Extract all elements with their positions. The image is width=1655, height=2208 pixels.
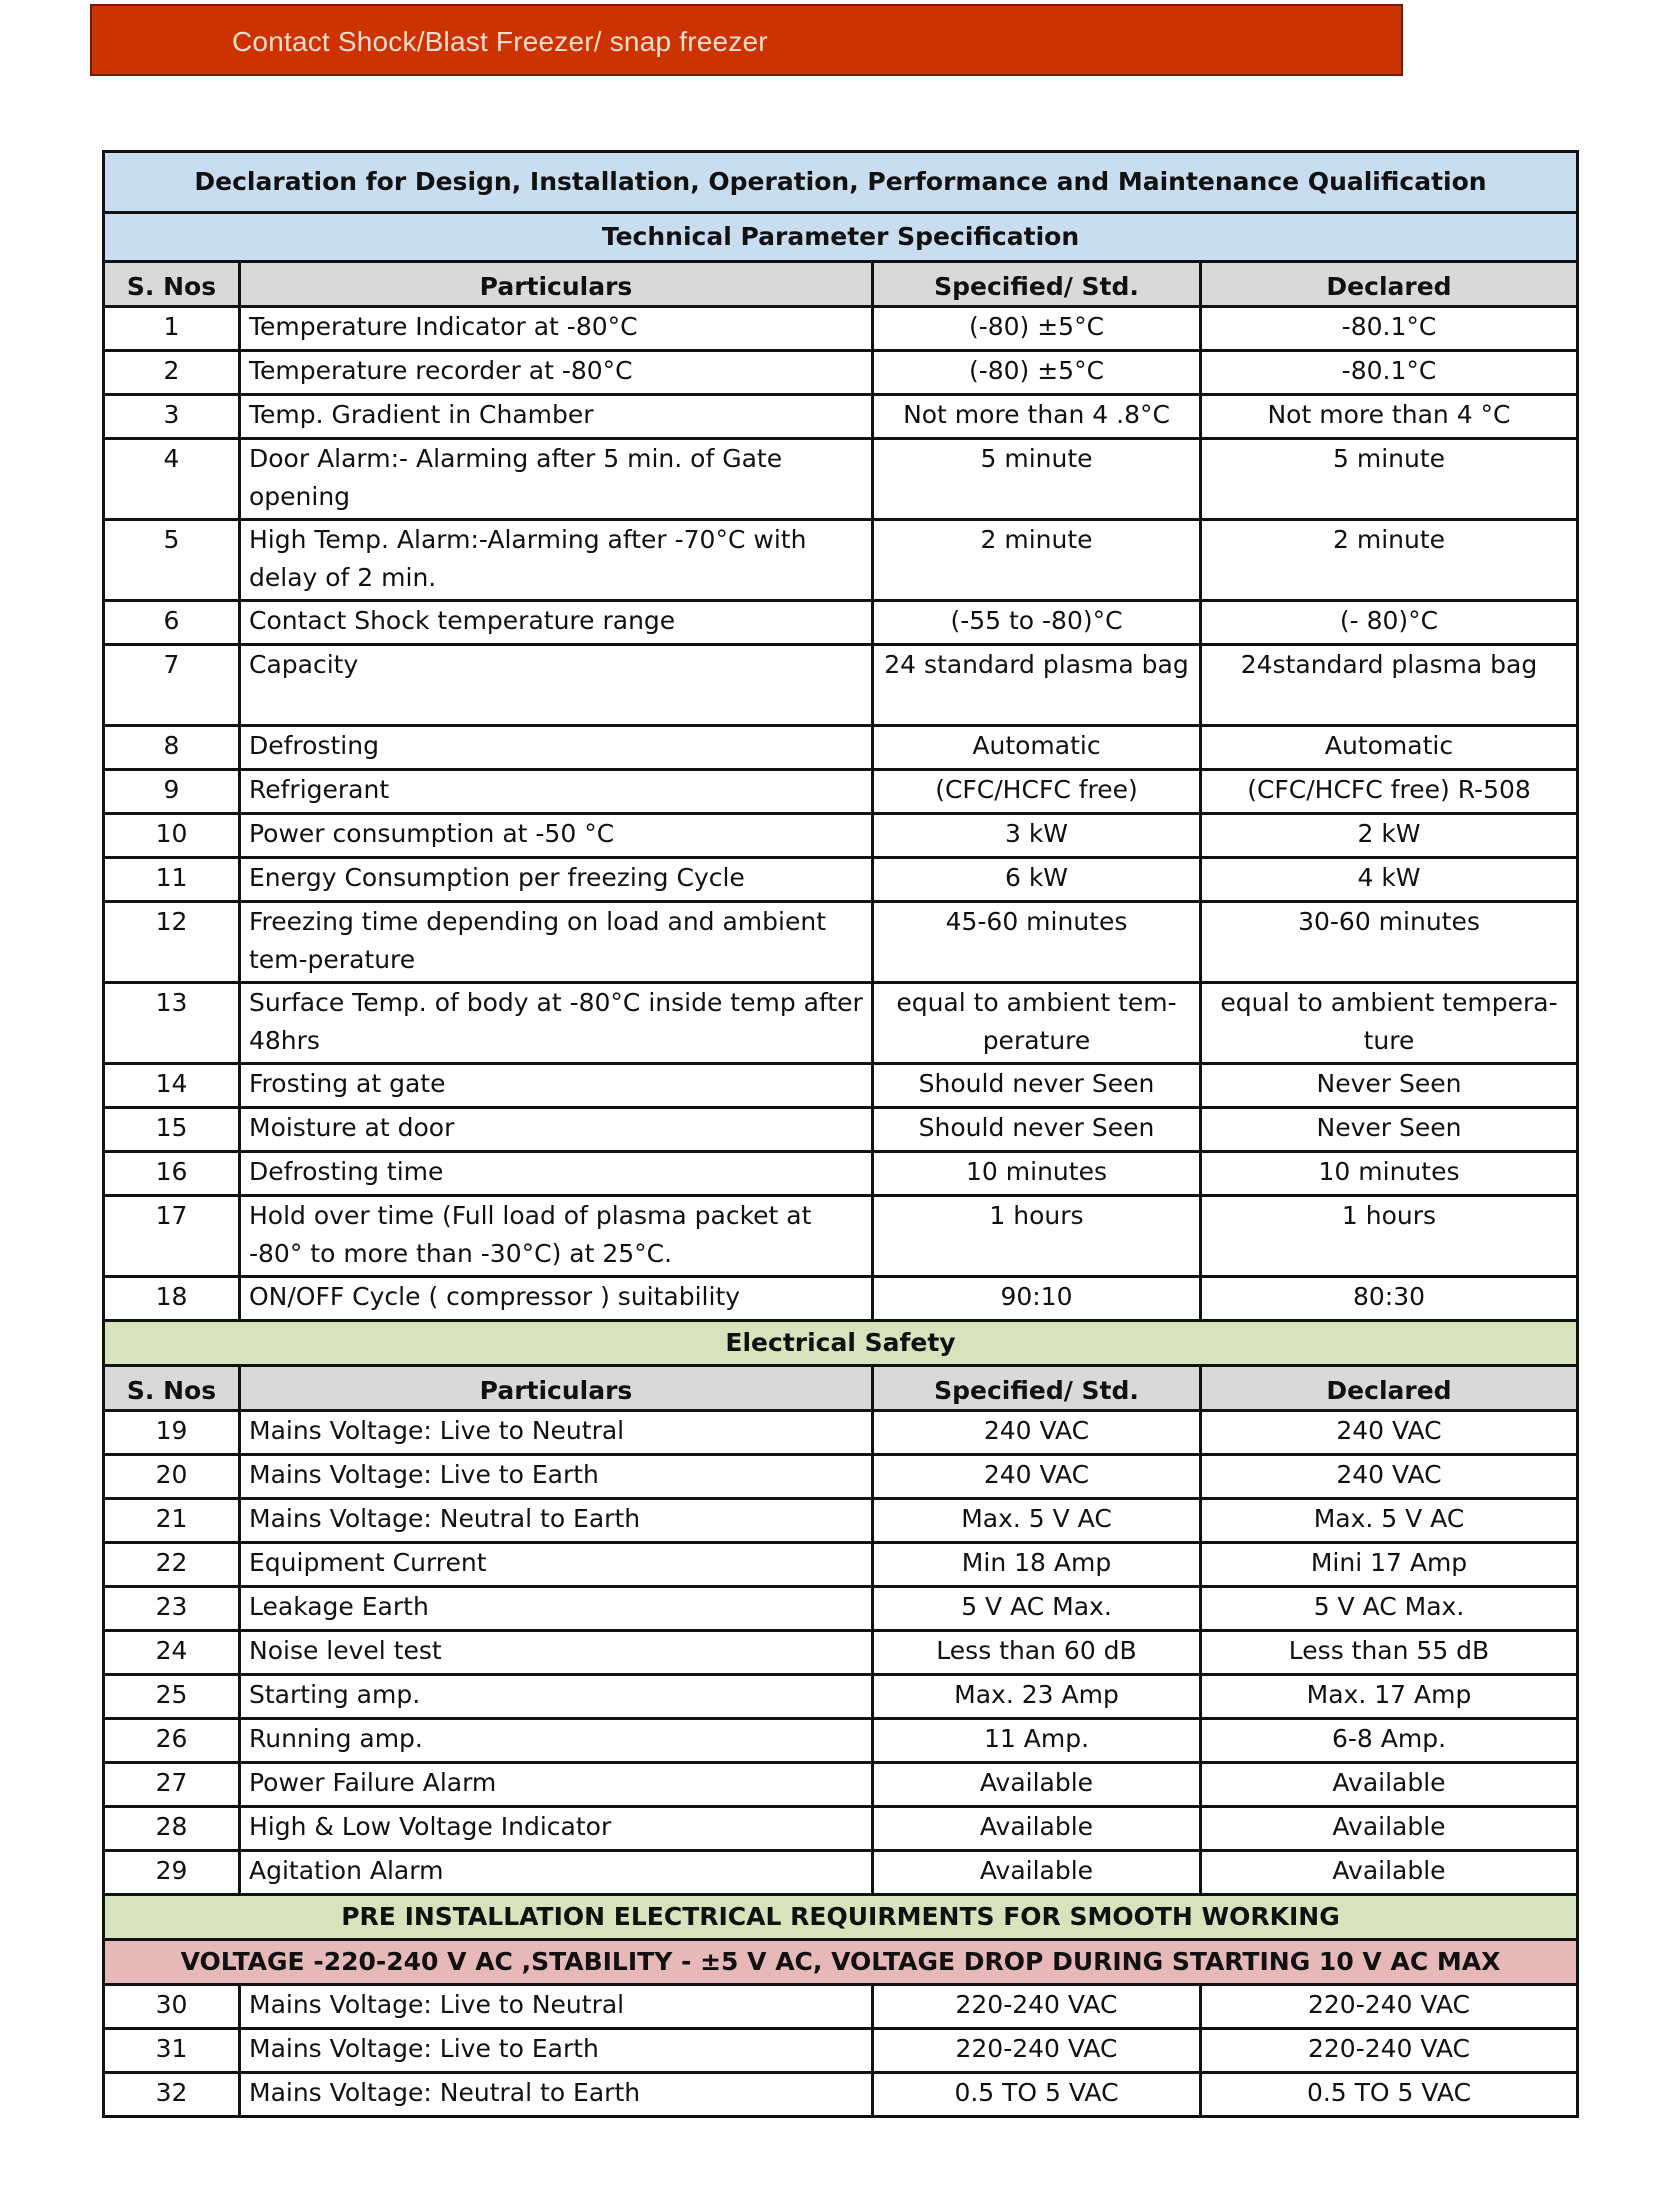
cell-particulars: Power consumption at -50 °C: [240, 814, 873, 858]
cell-sn: 32: [104, 2073, 240, 2117]
cell-particulars: Starting amp.: [240, 1675, 873, 1719]
cell-specified: (-80) ±5°C: [873, 351, 1201, 395]
section-header-row: [104, 213, 1578, 262]
table-row: [104, 1763, 1578, 1807]
cell-specified: 2 minute: [873, 520, 1201, 601]
cell-declared: Never Seen: [1201, 1064, 1578, 1108]
cell-particulars: Temp. Gradient in Chamber: [240, 395, 873, 439]
table-row: [104, 2073, 1578, 2117]
cell-declared: 220-240 VAC: [1201, 1985, 1578, 2029]
section-voltage-requirements: VOLTAGE -220-240 V AC ,STABILITY - ±5 V AC, VOLTAGE DROP DURING STARTING 10 V AC MAX: [104, 1940, 1578, 1985]
specification-table: [102, 150, 1579, 2118]
cell-sn: 5: [104, 520, 240, 601]
cell-particulars: Noise level test: [240, 1631, 873, 1675]
cell-sn: 18: [104, 1277, 240, 1321]
cell-particulars: Mains Voltage: Neutral to Earth: [240, 1499, 873, 1543]
cell-specified: (CFC/HCFC free): [873, 770, 1201, 814]
cell-declared: Never Seen: [1201, 1108, 1578, 1152]
table-row: [104, 1499, 1578, 1543]
cell-specified: equal to ambient tem-perature: [873, 983, 1201, 1064]
cell-sn: 17: [104, 1196, 240, 1277]
cell-declared: Not more than 4 °C: [1201, 395, 1578, 439]
header-declared: Declared: [1201, 262, 1578, 307]
cell-sn: 6: [104, 601, 240, 645]
cell-sn: 27: [104, 1763, 240, 1807]
header-sn: S. Nos: [104, 1366, 240, 1411]
table-row: [104, 1719, 1578, 1763]
cell-sn: 12: [104, 902, 240, 983]
table-row: [104, 1807, 1578, 1851]
cell-particulars: Agitation Alarm: [240, 1851, 873, 1895]
cell-declared: (CFC/HCFC free) R-508: [1201, 770, 1578, 814]
cell-sn: 31: [104, 2029, 240, 2073]
section-technical-parameters: Technical Parameter Specification: [104, 213, 1578, 262]
cell-sn: 8: [104, 726, 240, 770]
cell-particulars: Mains Voltage: Neutral to Earth: [240, 2073, 873, 2117]
cell-sn: 20: [104, 1455, 240, 1499]
table-row: [104, 520, 1578, 601]
cell-declared: 0.5 TO 5 VAC: [1201, 2073, 1578, 2117]
table-row: [104, 1985, 1578, 2029]
table-row: [104, 1587, 1578, 1631]
cell-specified: 6 kW: [873, 858, 1201, 902]
column-header-row: [104, 1366, 1578, 1411]
cell-specified: 11 Amp.: [873, 1719, 1201, 1763]
cell-declared: 5 minute: [1201, 439, 1578, 520]
cell-declared: 2 minute: [1201, 520, 1578, 601]
table-row: [104, 1152, 1578, 1196]
cell-declared: Less than 55 dB: [1201, 1631, 1578, 1675]
cell-particulars: Temperature recorder at -80°C: [240, 351, 873, 395]
table-row: [104, 1411, 1578, 1455]
cell-specified: 0.5 TO 5 VAC: [873, 2073, 1201, 2117]
cell-specified: Automatic: [873, 726, 1201, 770]
cell-sn: 21: [104, 1499, 240, 1543]
cell-sn: 22: [104, 1543, 240, 1587]
cell-specified: (-55 to -80)°C: [873, 601, 1201, 645]
cell-sn: 9: [104, 770, 240, 814]
table-row: [104, 1108, 1578, 1152]
cell-specified: Max. 5 V AC: [873, 1499, 1201, 1543]
cell-particulars: Contact Shock temperature range: [240, 601, 873, 645]
cell-declared: 5 V AC Max.: [1201, 1587, 1578, 1631]
cell-particulars: Frosting at gate: [240, 1064, 873, 1108]
cell-particulars: Mains Voltage: Live to Neutral: [240, 1411, 873, 1455]
cell-specified: Available: [873, 1763, 1201, 1807]
table-row: [104, 858, 1578, 902]
section-header-row: [104, 1321, 1578, 1366]
cell-declared: 24standard plasma bag: [1201, 645, 1578, 726]
section-pre-installation: PRE INSTALLATION ELECTRICAL REQUIRMENTS FOR SMOOTH WORKING: [104, 1895, 1578, 1940]
column-header-row: [104, 262, 1578, 307]
cell-specified: Should never Seen: [873, 1064, 1201, 1108]
cell-sn: 29: [104, 1851, 240, 1895]
cell-declared: Available: [1201, 1763, 1578, 1807]
cell-sn: 25: [104, 1675, 240, 1719]
cell-particulars: Running amp.: [240, 1719, 873, 1763]
cell-particulars: Surface Temp. of body at -80°C inside temp after 48hrs: [240, 983, 873, 1064]
section-electrical-safety: Electrical Safety: [104, 1321, 1578, 1366]
table-row: [104, 1277, 1578, 1321]
section-header-row: [104, 1940, 1578, 1985]
cell-specified: (-80) ±5°C: [873, 307, 1201, 351]
cell-particulars: Defrosting time: [240, 1152, 873, 1196]
cell-sn: 2: [104, 351, 240, 395]
table-row: [104, 1196, 1578, 1277]
cell-particulars: Mains Voltage: Live to Neutral: [240, 1985, 873, 2029]
cell-declared: (- 80)°C: [1201, 601, 1578, 645]
table-row: [104, 1455, 1578, 1499]
table-row: [104, 307, 1578, 351]
cell-sn: 28: [104, 1807, 240, 1851]
cell-specified: Not more than 4 .8°C: [873, 395, 1201, 439]
table-row: [104, 351, 1578, 395]
table-row: [104, 983, 1578, 1064]
cell-particulars: Power Failure Alarm: [240, 1763, 873, 1807]
section-header-row: [104, 1895, 1578, 1940]
cell-particulars: Freezing time depending on load and ambient tem-perature: [240, 902, 873, 983]
cell-particulars: Mains Voltage: Live to Earth: [240, 2029, 873, 2073]
table-row: [104, 1675, 1578, 1719]
table-row: [104, 395, 1578, 439]
cell-specified: Max. 23 Amp: [873, 1675, 1201, 1719]
table-row: [104, 1064, 1578, 1108]
cell-specified: Available: [873, 1851, 1201, 1895]
cell-sn: 23: [104, 1587, 240, 1631]
cell-declared: 80:30: [1201, 1277, 1578, 1321]
cell-sn: 15: [104, 1108, 240, 1152]
header-declared: Declared: [1201, 1366, 1578, 1411]
table-row: [104, 726, 1578, 770]
cell-particulars: High & Low Voltage Indicator: [240, 1807, 873, 1851]
cell-specified: 220-240 VAC: [873, 2029, 1201, 2073]
cell-sn: 30: [104, 1985, 240, 2029]
cell-declared: 10 minutes: [1201, 1152, 1578, 1196]
table-row: [104, 439, 1578, 520]
cell-declared: Mini 17 Amp: [1201, 1543, 1578, 1587]
cell-declared: Automatic: [1201, 726, 1578, 770]
cell-declared: 1 hours: [1201, 1196, 1578, 1277]
cell-specified: 240 VAC: [873, 1455, 1201, 1499]
cell-declared: 6-8 Amp.: [1201, 1719, 1578, 1763]
cell-particulars: Capacity: [240, 645, 873, 726]
table-row: [104, 601, 1578, 645]
cell-declared: 240 VAC: [1201, 1455, 1578, 1499]
cell-specified: 5 minute: [873, 439, 1201, 520]
banner-title: Contact Shock/Blast Freezer/ snap freezer: [232, 26, 768, 57]
cell-specified: Should never Seen: [873, 1108, 1201, 1152]
cell-particulars: Energy Consumption per freezing Cycle: [240, 858, 873, 902]
table-row: [104, 1851, 1578, 1895]
cell-sn: 26: [104, 1719, 240, 1763]
cell-declared: 30-60 minutes: [1201, 902, 1578, 983]
table-title-row: [104, 152, 1578, 213]
cell-particulars: Defrosting: [240, 726, 873, 770]
cell-sn: 1: [104, 307, 240, 351]
cell-particulars: Moisture at door: [240, 1108, 873, 1152]
header-banner: [90, 4, 1403, 76]
header-specified: Specified/ Std.: [873, 1366, 1201, 1411]
cell-specified: 220-240 VAC: [873, 1985, 1201, 2029]
cell-specified: Min 18 Amp: [873, 1543, 1201, 1587]
cell-particulars: Refrigerant: [240, 770, 873, 814]
cell-declared: equal to ambient tempera-ture: [1201, 983, 1578, 1064]
table-row: [104, 645, 1578, 726]
cell-particulars: Leakage Earth: [240, 1587, 873, 1631]
cell-particulars: ON/OFF Cycle ( compressor ) suitability: [240, 1277, 873, 1321]
cell-specified: 1 hours: [873, 1196, 1201, 1277]
cell-sn: 19: [104, 1411, 240, 1455]
cell-particulars: Hold over time (Full load of plasma packet at -80° to more than -30°C) at 25°C.: [240, 1196, 873, 1277]
cell-declared: -80.1°C: [1201, 351, 1578, 395]
table-row: [104, 1631, 1578, 1675]
cell-sn: 11: [104, 858, 240, 902]
header-particulars: Particulars: [240, 262, 873, 307]
table-row: [104, 902, 1578, 983]
cell-sn: 7: [104, 645, 240, 726]
cell-declared: 240 VAC: [1201, 1411, 1578, 1455]
cell-specified: 3 kW: [873, 814, 1201, 858]
table-title: Declaration for Design, Installation, Operation, Performance and Maintenance Qualification: [104, 152, 1578, 213]
table-row: [104, 1543, 1578, 1587]
header-specified: Specified/ Std.: [873, 262, 1201, 307]
cell-specified: 10 minutes: [873, 1152, 1201, 1196]
cell-particulars: Equipment Current: [240, 1543, 873, 1587]
cell-particulars: Mains Voltage: Live to Earth: [240, 1455, 873, 1499]
cell-sn: 24: [104, 1631, 240, 1675]
cell-declared: 4 kW: [1201, 858, 1578, 902]
cell-specified: Available: [873, 1807, 1201, 1851]
table-row: [104, 814, 1578, 858]
cell-sn: 13: [104, 983, 240, 1064]
cell-particulars: Temperature Indicator at -80°C: [240, 307, 873, 351]
table-row: [104, 770, 1578, 814]
cell-sn: 16: [104, 1152, 240, 1196]
cell-declared: Available: [1201, 1807, 1578, 1851]
cell-sn: 10: [104, 814, 240, 858]
cell-sn: 3: [104, 395, 240, 439]
cell-declared: Max. 5 V AC: [1201, 1499, 1578, 1543]
cell-sn: 4: [104, 439, 240, 520]
cell-sn: 14: [104, 1064, 240, 1108]
cell-declared: -80.1°C: [1201, 307, 1578, 351]
table-row: [104, 2029, 1578, 2073]
cell-specified: 24 standard plasma bag: [873, 645, 1201, 726]
header-particulars: Particulars: [240, 1366, 873, 1411]
cell-particulars: High Temp. Alarm:-Alarming after -70°C with delay of 2 min.: [240, 520, 873, 601]
cell-declared: Available: [1201, 1851, 1578, 1895]
cell-declared: 2 kW: [1201, 814, 1578, 858]
cell-particulars: Door Alarm:- Alarming after 5 min. of Gate opening: [240, 439, 873, 520]
cell-specified: 45-60 minutes: [873, 902, 1201, 983]
cell-declared: Max. 17 Amp: [1201, 1675, 1578, 1719]
cell-specified: 5 V AC Max.: [873, 1587, 1201, 1631]
cell-specified: Less than 60 dB: [873, 1631, 1201, 1675]
cell-declared: 220-240 VAC: [1201, 2029, 1578, 2073]
header-sn: S. Nos: [104, 262, 240, 307]
cell-specified: 90:10: [873, 1277, 1201, 1321]
cell-specified: 240 VAC: [873, 1411, 1201, 1455]
